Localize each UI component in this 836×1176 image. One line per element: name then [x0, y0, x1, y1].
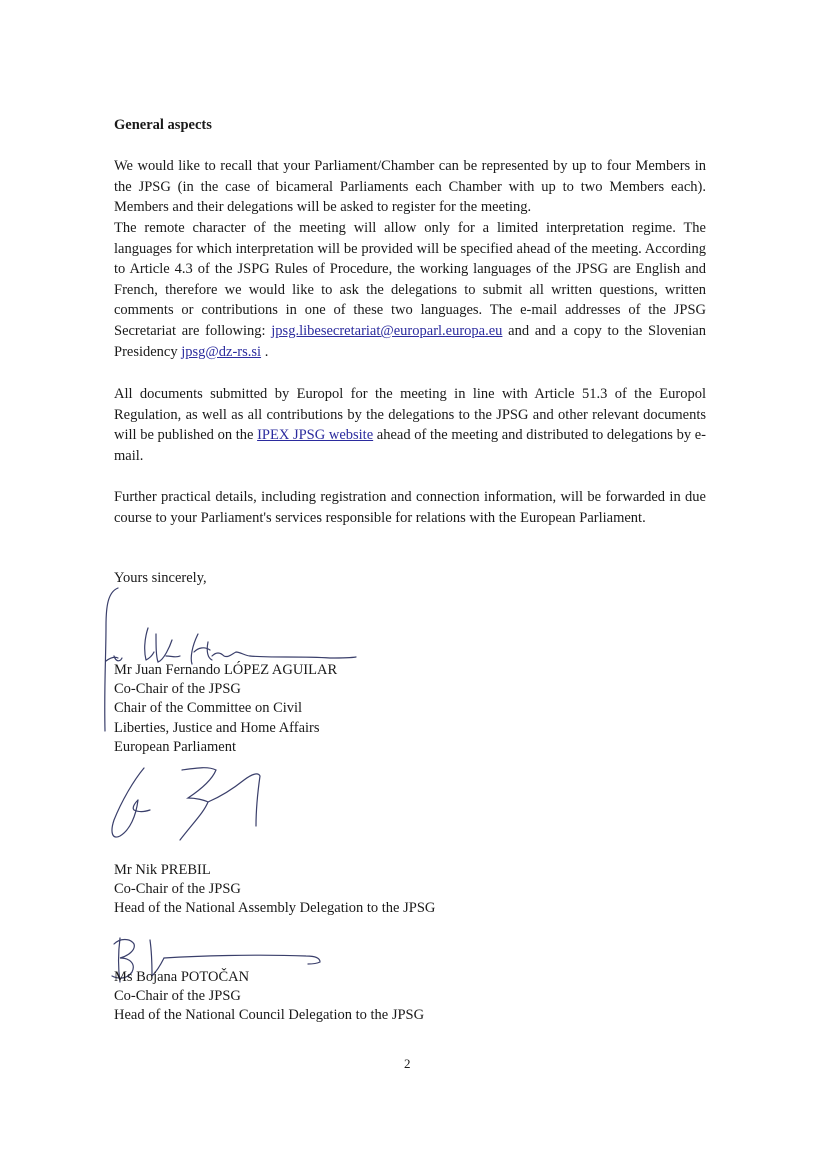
paragraph-interpretation-middle: and and a copy to the Slovenian Presidency: [114, 322, 706, 360]
signatory-2-name: Mr Nik PREBIL: [114, 862, 211, 878]
signatory-1-role: Liberties, Justice and Home Affairs: [114, 719, 320, 736]
signatory-2-block: [114, 861, 435, 919]
paragraph-interpretation: [114, 218, 706, 362]
signatory-3-block: [114, 968, 424, 1026]
ipex-website-link[interactable]: IPEX JPSG website: [257, 427, 374, 444]
signatory-2-role: Head of the National Assembly Delegation to the JPSG: [114, 900, 436, 917]
signatory-3-name: Ms Bojana POTOČAN: [114, 969, 250, 985]
signatory-1-role: Chair of the Committee on Civil: [114, 700, 303, 717]
section-heading: General aspects: [114, 117, 212, 133]
paragraph-documents-text: All documents submitted by Europol for the meeting in line with Article 51.3 of the Europol Regulation, as well as all contributions by the delegations to the JPSG and other relevant documents will be published on the: [114, 386, 706, 444]
signatory-1-name: Mr Juan Fernando LÓPEZ AGUILAR: [114, 662, 338, 678]
signatory-1-role: European Parliament: [114, 738, 236, 755]
closing-salutation: Yours sincerely,: [114, 570, 207, 586]
signatory-3-role: Head of the National Council Delegation to the JPSG: [114, 1007, 425, 1024]
paragraph-practical-details-text: Further practical details, including registration and connection information, will be forwarded in due course to your Parliament's services responsible for relations with the European Parliament.: [114, 489, 706, 526]
signatory-3-role: Co-Chair of the JPSG: [114, 988, 241, 1005]
secretariat-email-link[interactable]: jpsg.libesecretariat@europarl.europa.eu: [271, 322, 503, 339]
presidency-email-link[interactable]: jpsg@dz-rs.si: [181, 343, 262, 360]
signatory-2-role: Co-Chair of the JPSG: [114, 881, 241, 898]
page-number: 2: [404, 1056, 411, 1071]
paragraph-practical-details: [114, 487, 706, 528]
signatory-1-block: [114, 661, 337, 757]
paragraph-representation-text: We would like to recall that your Parliament/Chamber can be represented by up to four Members in the JPSG (in the case of bicameral Parliaments each Chamber with up to two Members each). Members and their delegations will be asked to register for the meeting.: [114, 158, 706, 216]
paragraph-interpretation-end: .: [261, 343, 269, 360]
paragraph-representation: [114, 156, 706, 218]
paragraph-documents-end: ahead of the meeting and distributed to delegations by e-mail.: [114, 427, 706, 464]
signature-prebil: [104, 760, 274, 845]
paragraph-documents: [114, 384, 706, 466]
paragraph-interpretation-text: The remote character of the meeting will allow only for a limited interpretation regime. The languages for which interpretation will be provided will be specified ahead of the meeting. According to Article 4.3 of the JSPG Rules of Procedure, the working languages of the JPSG are English and French, therefore we would like to ask the delegations to submit all written questions, written comments or contributions in one of these two languages. The e-mail addresses of the JPSG Secretariat are following:: [114, 220, 706, 339]
signatory-1-role: Co-Chair of the JPSG: [114, 681, 241, 698]
